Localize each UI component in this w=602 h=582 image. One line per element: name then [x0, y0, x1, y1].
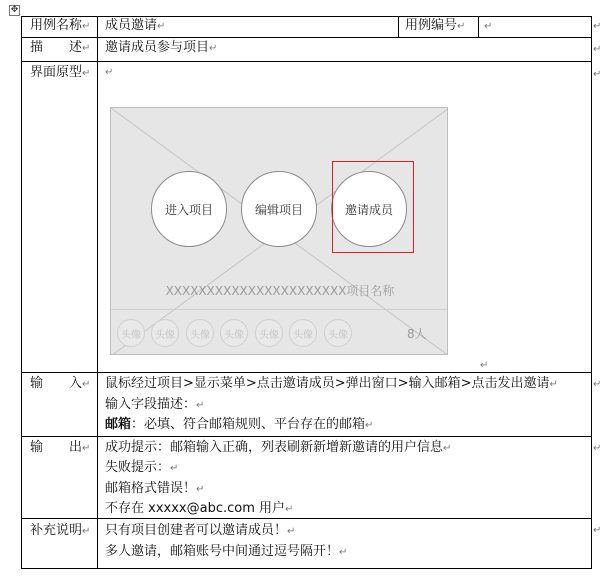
cell-mark: ↵ [82, 21, 91, 32]
member-count: 8人 [407, 327, 427, 341]
input-line-1 [105, 375, 558, 394]
cell-mark: ↵ [457, 21, 466, 32]
email-format-error-text: 邮箱格式错误！ [105, 481, 197, 496]
output-label: 输 出 [30, 440, 83, 455]
input-label-cell [30, 375, 90, 394]
row-end-mark: ↵ [593, 379, 602, 390]
project-name: XXXXXXXXXXXXXXXXXXXXXX项目名称 [165, 284, 395, 298]
multi-invite-text: 多人邀请，邮箱账号中间通过逗号隔开！ [105, 544, 340, 559]
cell-mark: ↵ [549, 379, 558, 390]
usecase-name-label: 用例名称 [30, 18, 83, 33]
cell-mark: ↵ [287, 526, 296, 537]
prototype-mockup [110, 107, 448, 355]
usecase-id-label: 用例编号 [405, 18, 458, 33]
notes-label-cell [30, 522, 90, 541]
row-end-mark: ↵ [593, 44, 602, 55]
cell-mark: ↵ [285, 504, 294, 515]
cell-mark: ↵ [82, 379, 91, 390]
output-line-2 [105, 459, 178, 478]
success-text: 成功提示：邮箱输入正确，列表刷新新增新邀请的用户信息 [105, 440, 444, 455]
cell-mark: ↵ [339, 547, 348, 558]
cell-mark: ↵ [170, 463, 179, 474]
input-line-2 [105, 396, 204, 415]
creator-only-text: 只有项目创建者可以邀请成员！ [105, 523, 288, 538]
cell-mark: ↵ [480, 360, 489, 371]
cell-mark: ↵ [82, 68, 91, 79]
cell-mark: ↵ [82, 443, 91, 454]
avatar: 头像 [117, 319, 145, 347]
failure-label-text: 失败提示： [105, 460, 171, 475]
output-line-1 [105, 439, 451, 458]
description-value-cell [105, 39, 217, 58]
invite-member-button[interactable]: 邀请成员 [331, 171, 407, 247]
enter-project-button[interactable]: 进入项目 [151, 171, 227, 247]
cell-mark: ↵ [443, 443, 452, 454]
usecase-id-label-cell [405, 17, 465, 36]
email-field-name: 邮箱 [105, 417, 132, 432]
avatar: 头像 [220, 319, 248, 347]
description-value: 邀请成员参与项目 [105, 40, 210, 55]
cell-mark: ↵ [196, 400, 205, 411]
row-end-mark: ↵ [593, 69, 602, 80]
cell-mark: ↵ [196, 484, 205, 495]
cell-mark: ↵ [82, 526, 91, 537]
usecase-name-label-cell [30, 17, 90, 36]
row-end-mark: ↵ [593, 525, 602, 536]
edit-project-button[interactable]: 编辑项目 [241, 171, 317, 247]
input-flow-text: 鼠标经过项目>显示菜单>点击邀请成员>弹出窗口>输入邮箱>点击发出邀请 [105, 376, 550, 391]
usecase-name-value-cell [105, 17, 165, 36]
avatar: 头像 [186, 319, 214, 347]
cell-mark: ↵ [365, 420, 374, 431]
output-line-4 [105, 500, 293, 519]
description-label-cell [30, 39, 90, 58]
notes-label: 补充说明 [30, 523, 83, 538]
email-field-rule: ：必填、符合邮箱规则、平台存在的邮箱 [131, 417, 366, 432]
cell-mark: ↵ [157, 21, 166, 32]
cell-mark: ↵ [105, 67, 114, 78]
avatar: 头像 [289, 319, 317, 347]
row-end-mark: ↵ [593, 443, 602, 454]
avatar: 头像 [151, 319, 179, 347]
output-label-cell [30, 439, 90, 458]
notes-line-1 [105, 522, 295, 541]
input-line-3 [105, 416, 373, 435]
avatar: 头像 [324, 319, 352, 347]
prototype-label-cell [30, 64, 90, 83]
notes-line-2 [105, 543, 347, 562]
cell-mark: ↵ [82, 43, 91, 54]
table-move-handle[interactable]: ✥ [10, 5, 19, 15]
input-field-desc-text: 输入字段描述： [105, 397, 197, 412]
output-line-3 [105, 480, 204, 499]
mockup-divider [111, 309, 448, 310]
usecase-id-value-cell [484, 17, 492, 36]
user-not-exist-text: 不存在 xxxxx@abc.com 用户 [105, 501, 285, 516]
prototype-label: 界面原型 [30, 65, 83, 80]
avatar: 头像 [255, 319, 283, 347]
row-end-mark: ↵ [593, 21, 602, 32]
cell-mark: ↵ [209, 43, 218, 54]
cell-mark: ↵ [484, 21, 493, 32]
description-label: 描 述 [30, 40, 83, 55]
usecase-name-value: 成员邀请 [105, 18, 158, 33]
highlight-box [332, 161, 414, 253]
input-label: 输 入 [30, 376, 83, 391]
